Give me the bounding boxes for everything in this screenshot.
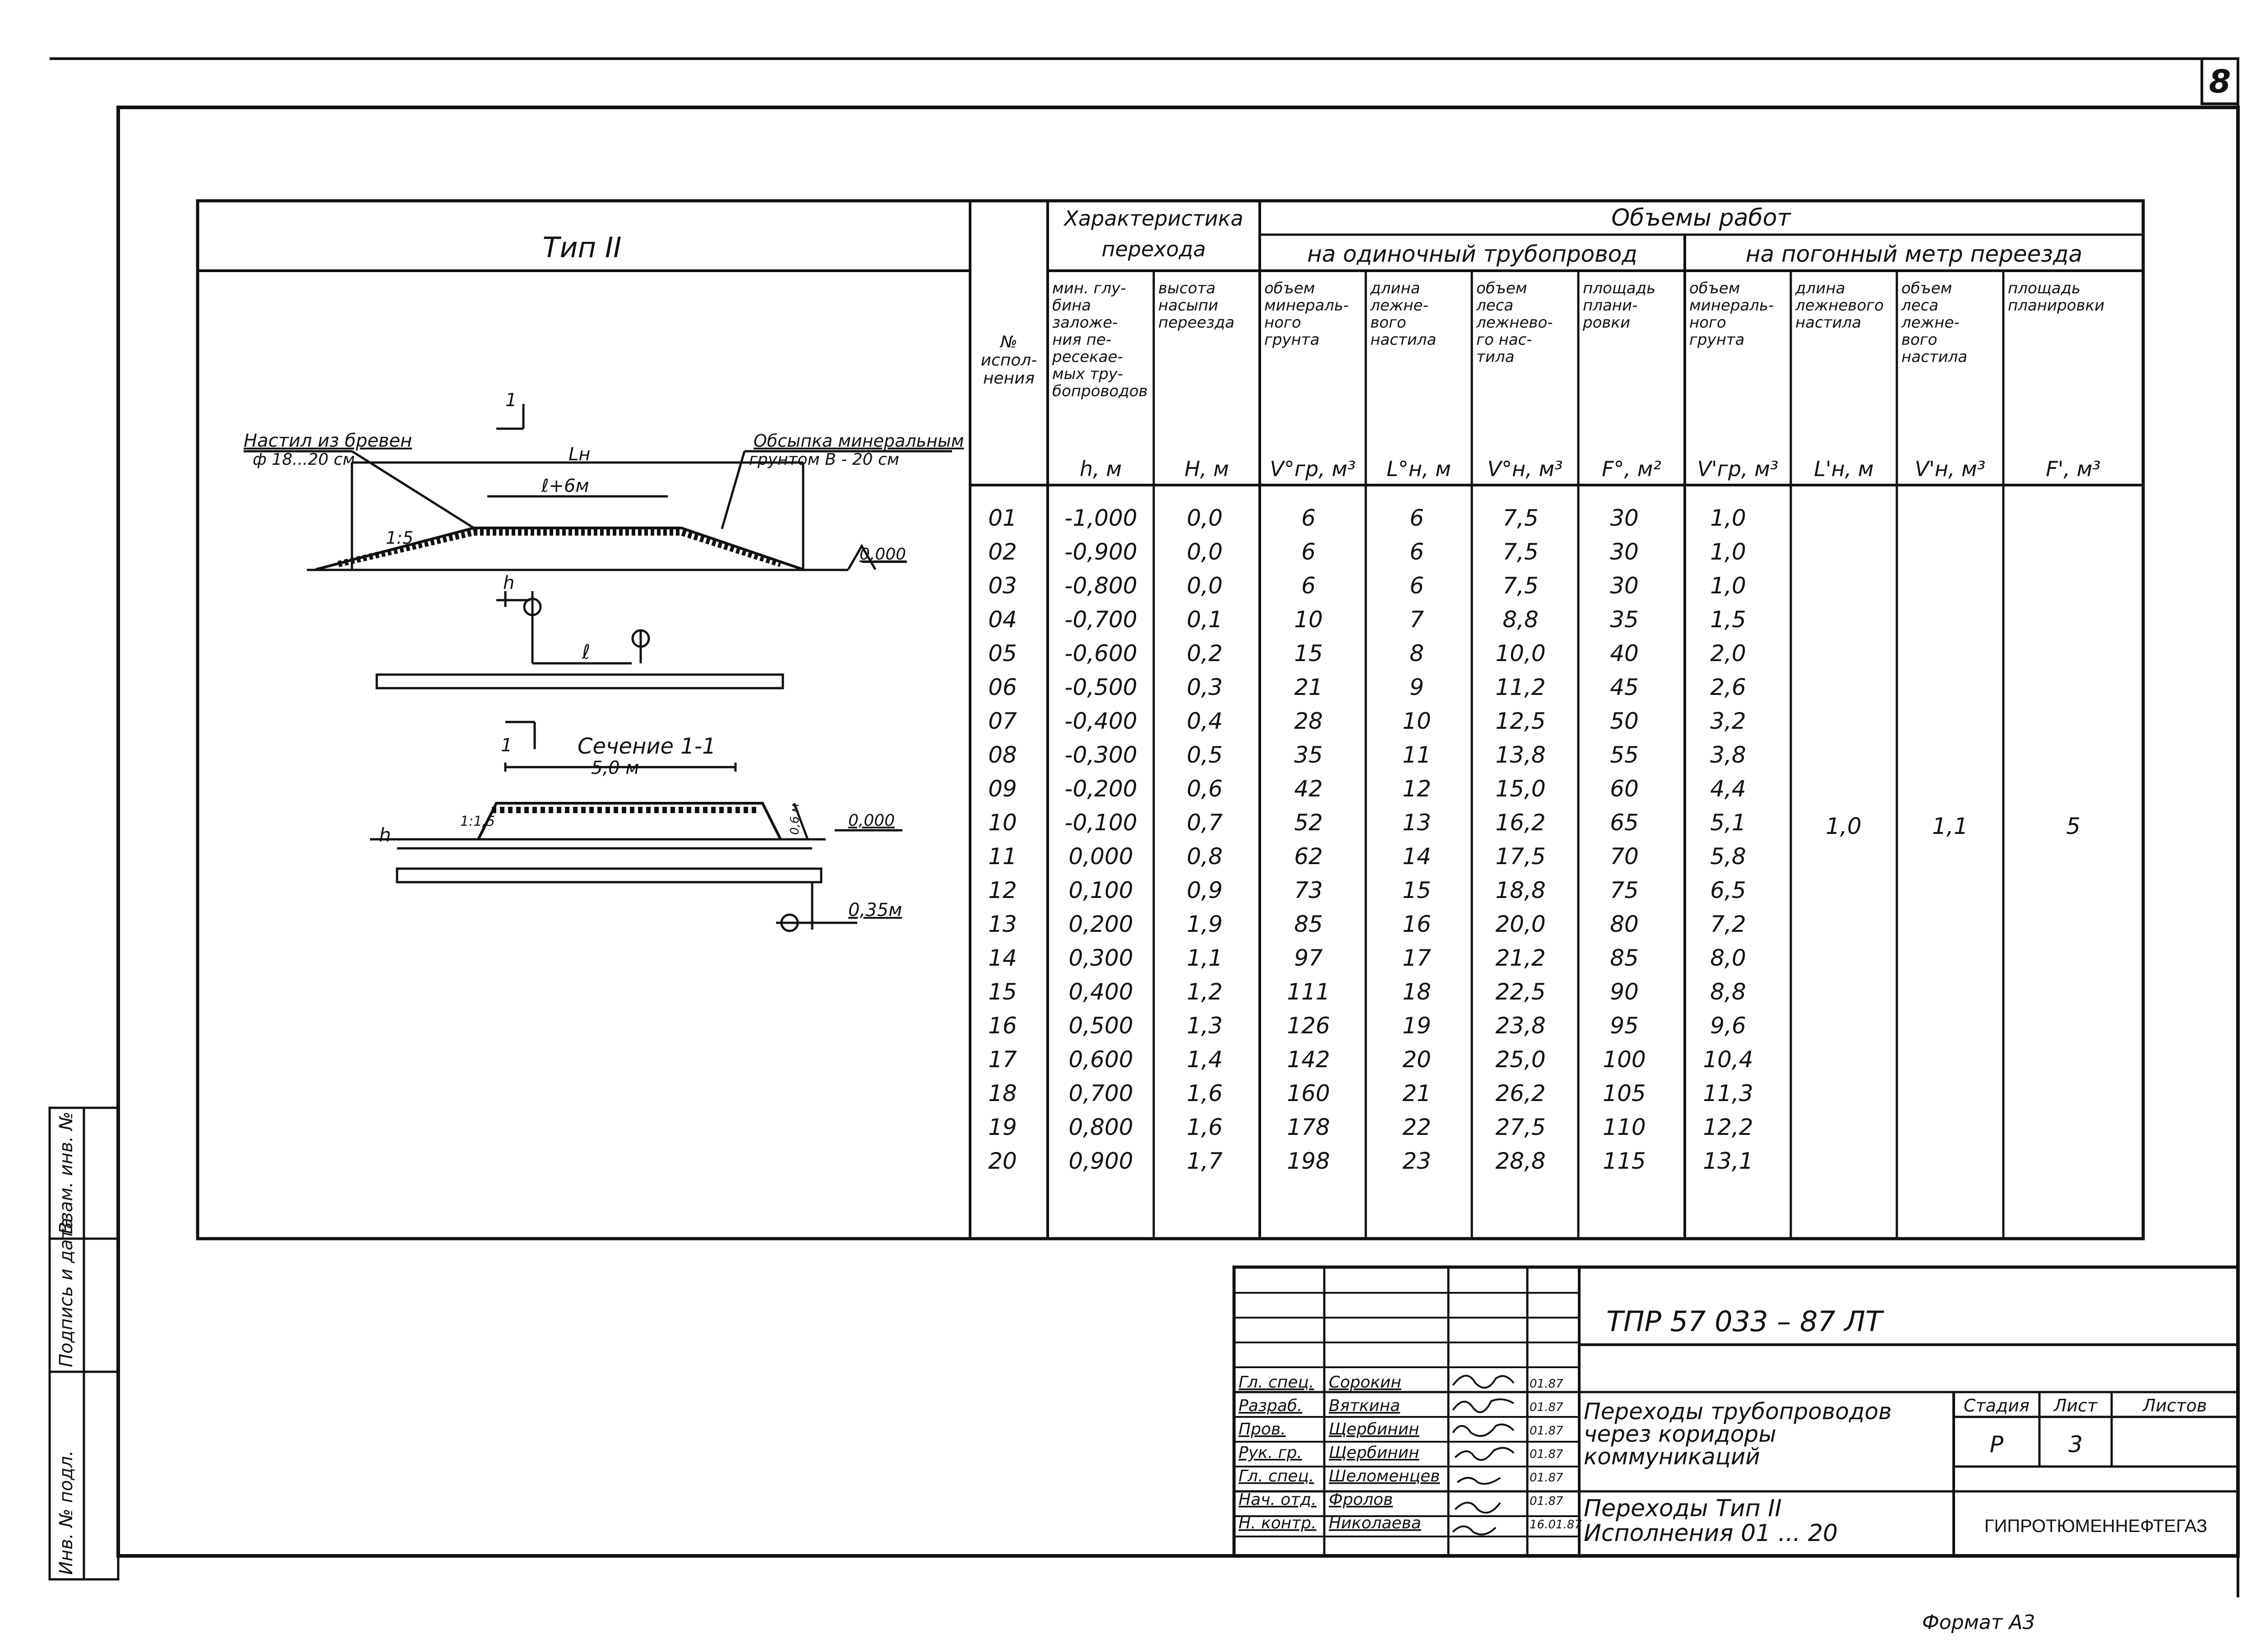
table-cell: 13,8 xyxy=(1495,742,1546,768)
column-unit: V'гр, м³ xyxy=(1697,457,1779,481)
table-cell: 0,6 xyxy=(1187,776,1223,802)
table-cell: 13 xyxy=(1402,810,1431,836)
table-cell: 16,2 xyxy=(1495,810,1546,836)
column-header-line: настила xyxy=(1901,348,1968,366)
table-cell: 19 xyxy=(1402,1013,1431,1039)
table-cell: 20,0 xyxy=(1495,911,1546,937)
table-cell: 0,1 xyxy=(1187,606,1223,633)
person-date: 01.87 xyxy=(1530,1448,1563,1461)
table-cell: -0,400 xyxy=(1064,708,1137,734)
person-name: Сорокин xyxy=(1329,1373,1401,1392)
table-cell: 11,2 xyxy=(1495,674,1546,700)
table-cell: 7,5 xyxy=(1502,539,1539,565)
table-cell: 0,2 xyxy=(1187,640,1223,666)
table-cell: 115 xyxy=(1603,1148,1646,1174)
row-number: 02 xyxy=(988,539,1017,565)
table-cell: 50 xyxy=(1610,708,1639,734)
table-cell: 198 xyxy=(1287,1148,1330,1174)
section-title: Сечение 1-1 xyxy=(578,734,716,759)
table-cell: 6 xyxy=(1410,505,1424,531)
table-cell: 0,600 xyxy=(1068,1046,1133,1073)
section-height: 0,6 м xyxy=(788,803,802,835)
table-cell: -0,200 xyxy=(1064,776,1137,802)
table-cell: 35 xyxy=(1610,606,1639,633)
sheet-title xyxy=(1584,1495,1838,1547)
slope-label: 1:5 xyxy=(386,528,414,548)
table-cell: 75 xyxy=(1610,877,1639,903)
column-header-line: переезда xyxy=(1158,314,1234,332)
table-cell: 2,0 xyxy=(1710,640,1746,666)
table-cell: 2,6 xyxy=(1710,674,1746,700)
row-number: 17 xyxy=(988,1046,1017,1073)
column-unit: L°н, м xyxy=(1387,457,1451,481)
column-header-line: испол- xyxy=(980,351,1037,370)
column-unit: V°гр, м³ xyxy=(1270,457,1356,481)
section-level: 0,000 xyxy=(848,811,895,830)
table-cell: 0,0 xyxy=(1187,573,1223,599)
table-grid xyxy=(198,201,2143,1239)
person-date: 01.87 xyxy=(1530,1424,1563,1438)
column-headers xyxy=(981,279,2105,400)
common-v-per-meter: 1,1 xyxy=(1932,813,1968,839)
common-f-per-meter: 5 xyxy=(2066,813,2080,839)
column-header-line: мин. глу- xyxy=(1052,279,1126,297)
person-role: Рук. гр. xyxy=(1239,1444,1302,1462)
row-number: 12 xyxy=(988,877,1017,903)
table-cell: 8,8 xyxy=(1502,606,1539,633)
table-cell: 7,2 xyxy=(1710,911,1746,937)
table-cell: 45 xyxy=(1610,674,1639,700)
column-header-line: ния пе- xyxy=(1052,331,1112,349)
section-mark-top: 1 xyxy=(505,390,517,411)
table-cell: -0,300 xyxy=(1064,742,1137,768)
table-cell: 35 xyxy=(1294,742,1323,768)
table-cell: 80 xyxy=(1610,911,1639,937)
table-cell: 1,3 xyxy=(1187,1013,1223,1039)
table-cell: 10 xyxy=(1402,708,1431,734)
table-cell: 1,7 xyxy=(1187,1148,1223,1174)
table-cell: 95 xyxy=(1610,1013,1639,1039)
table-cell: 5,8 xyxy=(1710,843,1746,870)
column-unit: h, м xyxy=(1079,457,1122,481)
section-width: 5,0 м xyxy=(591,758,639,778)
level-label: 0,000 xyxy=(860,545,906,564)
row-number: 10 xyxy=(988,810,1017,836)
side-stamp-replace: Взам. инв. № xyxy=(56,1111,77,1234)
table-cell: 12,2 xyxy=(1703,1114,1753,1140)
table-cell: 21,2 xyxy=(1495,945,1546,971)
table-cell: 18,8 xyxy=(1495,877,1546,903)
table-cell: 160 xyxy=(1287,1080,1330,1106)
table-cell: 30 xyxy=(1610,573,1639,599)
column-header-line: объем xyxy=(1264,279,1315,297)
table-cell: 100 xyxy=(1603,1046,1646,1073)
table-cell: 6 xyxy=(1301,539,1316,565)
column-header-line: настила xyxy=(1370,331,1437,349)
section-mark: 1 xyxy=(501,735,513,756)
person-name: Шеломенцев xyxy=(1329,1467,1440,1485)
column-header-line: площадь xyxy=(2008,279,2081,297)
sheet-label: Лист xyxy=(2053,1396,2098,1416)
table-cell: -0,700 xyxy=(1064,606,1137,633)
table-cell: 7,5 xyxy=(1502,505,1539,531)
column-header-line: вого xyxy=(1901,331,1937,349)
person-date: 01.87 xyxy=(1530,1377,1563,1391)
column-header-line: ресекае- xyxy=(1052,348,1123,366)
table-cell: 28 xyxy=(1294,708,1323,734)
column-header-line: минераль- xyxy=(1264,296,1349,315)
deck-dim: ф 18...20 см xyxy=(253,450,355,469)
table-cell: 12 xyxy=(1402,776,1431,802)
section-h-label: h xyxy=(379,824,391,846)
column-header-line: грунта xyxy=(1264,331,1320,349)
table-cell: 70 xyxy=(1610,843,1639,870)
table-cell: 15 xyxy=(1402,877,1431,903)
table-cell: 16 xyxy=(1402,911,1431,937)
table-cell: 8 xyxy=(1410,640,1424,666)
table-cell: -0,600 xyxy=(1064,640,1137,666)
table-cell: 1,6 xyxy=(1187,1114,1223,1140)
table-cell: 7 xyxy=(1410,606,1424,633)
table-cell: 10,4 xyxy=(1703,1046,1753,1073)
person-name: Фролов xyxy=(1329,1490,1393,1509)
l-label: ℓ xyxy=(582,641,591,664)
column-header-line: тила xyxy=(1476,348,1515,366)
format-label: Формат А3 xyxy=(1922,1611,2035,1634)
table-cell: 142 xyxy=(1287,1046,1330,1073)
table-cell: 3,8 xyxy=(1710,742,1746,768)
table-cell: 22 xyxy=(1402,1114,1431,1140)
table-cell: 4,4 xyxy=(1710,776,1746,802)
table-cell: 1,6 xyxy=(1187,1080,1223,1106)
row-number: 08 xyxy=(988,742,1017,768)
table-cell: 40 xyxy=(1610,640,1639,666)
project-title-line: через коридоры xyxy=(1584,1421,1776,1447)
column-header-line: лежневого xyxy=(1795,296,1884,315)
table-body xyxy=(988,505,1753,1174)
table-cell: 1,0 xyxy=(1710,573,1746,599)
person-role: Разраб. xyxy=(1239,1397,1303,1415)
table-cell: 52 xyxy=(1294,810,1323,836)
column-header-line: минераль- xyxy=(1689,296,1774,315)
column-header-line: планировки xyxy=(2008,296,2105,315)
side-stamp-sign: Подпись и дата xyxy=(56,1217,77,1367)
column-header-line: нения xyxy=(983,369,1035,388)
table-cell: 73 xyxy=(1294,877,1323,903)
table-cell: 10,0 xyxy=(1495,640,1546,666)
table-cell: 85 xyxy=(1294,911,1323,937)
common-l-per-meter: 1,0 xyxy=(1826,813,1862,839)
table-cell: 27,5 xyxy=(1495,1114,1546,1140)
project-title-line: коммуникаций xyxy=(1584,1444,1760,1470)
table-cell: 8,8 xyxy=(1710,979,1746,1005)
type-title: Тип II xyxy=(542,231,622,264)
row-number: 14 xyxy=(988,945,1017,971)
table-cell: 0,7 xyxy=(1187,810,1223,836)
table-cell: 6 xyxy=(1301,505,1316,531)
table-cell: 0,200 xyxy=(1068,911,1133,937)
column-header-line: го нас- xyxy=(1476,331,1532,349)
table-cell: 0,000 xyxy=(1068,843,1133,870)
person-date: 01.87 xyxy=(1530,1401,1563,1414)
table-cell: 1,0 xyxy=(1710,539,1746,565)
person-date: 16.01.87 xyxy=(1530,1518,1582,1532)
person-name: Щербинин xyxy=(1329,1420,1419,1439)
column-header-line: № xyxy=(1000,333,1017,352)
table-cell: 6 xyxy=(1410,573,1424,599)
table-cell: 0,0 xyxy=(1187,505,1223,531)
row-number: 04 xyxy=(988,606,1017,633)
table-cell: 21 xyxy=(1294,674,1323,700)
person-role: Нач. отд. xyxy=(1239,1490,1317,1509)
table-cell: 0,500 xyxy=(1068,1013,1133,1039)
column-header-line: заложе- xyxy=(1052,314,1118,332)
column-header-line: лежнево- xyxy=(1476,314,1553,332)
column-header-line: насыпи xyxy=(1158,296,1218,315)
table-cell: 0,0 xyxy=(1187,539,1223,565)
table-cell: 0,100 xyxy=(1068,877,1133,903)
person-name: Щербинин xyxy=(1329,1444,1419,1462)
sheets-label: Листов xyxy=(2143,1396,2207,1416)
table-cell: 17 xyxy=(1402,945,1431,971)
table-cell: 26,2 xyxy=(1495,1080,1546,1106)
table-cell: 0,3 xyxy=(1187,674,1223,700)
sheet-title-line: Исполнения 01 ... 20 xyxy=(1584,1520,1838,1547)
column-header-line: бопроводов xyxy=(1052,382,1148,400)
table-cell: 90 xyxy=(1610,979,1639,1005)
table-cell: 62 xyxy=(1294,843,1323,870)
volumes-header: Объемы работ xyxy=(1611,204,1791,231)
title-block-persons xyxy=(1239,1373,1582,1532)
column-header-line: настила xyxy=(1795,314,1862,332)
table-cell: 0,400 xyxy=(1068,979,1133,1005)
person-role: Гл. спец. xyxy=(1239,1467,1314,1485)
column-header-line: мых тру- xyxy=(1052,365,1123,383)
person-role: Н. контр. xyxy=(1239,1514,1317,1532)
table-cell: 85 xyxy=(1610,945,1639,971)
table-cell: 15 xyxy=(1294,640,1323,666)
table-cell: -1,000 xyxy=(1064,505,1137,531)
characteristic-header-2: перехода xyxy=(1101,237,1206,261)
column-unit: H, м xyxy=(1184,457,1229,481)
table-cell: 23 xyxy=(1402,1148,1431,1174)
table-cell: 0,4 xyxy=(1187,708,1223,734)
project-title xyxy=(1584,1398,1892,1470)
column-unit: F', м³ xyxy=(2046,457,2101,481)
column-header-line: объем xyxy=(1901,279,1952,297)
signatures xyxy=(1453,1376,1514,1535)
column-header-line: леса xyxy=(1901,296,1939,315)
table-cell: 6,5 xyxy=(1710,877,1746,903)
table-cell: 8,0 xyxy=(1710,945,1746,971)
stage-label: Стадия xyxy=(1964,1396,2029,1416)
single-pipeline-header: на одиночный трубопровод xyxy=(1307,241,1637,267)
column-header-line: грунта xyxy=(1689,331,1745,349)
table-cell: 6 xyxy=(1410,539,1424,565)
table-cell: 28,8 xyxy=(1495,1148,1546,1174)
table-cell: 9,6 xyxy=(1710,1013,1746,1039)
table-cell: 55 xyxy=(1610,742,1639,768)
table-cell: -0,500 xyxy=(1064,674,1137,700)
row-number: 09 xyxy=(988,776,1017,802)
person-date: 01.87 xyxy=(1530,1471,1563,1485)
column-unit: V°н, м³ xyxy=(1487,457,1563,481)
column-header-line: длина xyxy=(1795,279,1845,297)
table-cell: 97 xyxy=(1294,945,1323,971)
table-cell: 42 xyxy=(1294,776,1323,802)
column-header-line: вого xyxy=(1370,314,1406,332)
project-title-line: Переходы трубопроводов xyxy=(1584,1398,1892,1425)
table-cell: 1,5 xyxy=(1710,606,1746,633)
fill-label-2: грунтом В - 20 см xyxy=(749,450,899,469)
table-cell: 10 xyxy=(1294,606,1323,633)
person-name: Николаева xyxy=(1329,1514,1421,1532)
column-header-line: бина xyxy=(1052,296,1091,315)
column-unit: L'н, м xyxy=(1814,457,1874,481)
table-cell: 21 xyxy=(1402,1080,1431,1106)
table-cell: 1,9 xyxy=(1187,911,1223,937)
table-cell: 60 xyxy=(1610,776,1639,802)
column-header-line: леса xyxy=(1476,296,1514,315)
section-slope: 1:1,5 xyxy=(460,814,495,829)
table-cell: 0,8 xyxy=(1187,843,1223,870)
column-header-line: плани- xyxy=(1583,296,1638,315)
deck-label: Настил из бревен xyxy=(244,430,412,451)
table-cell: 9 xyxy=(1410,674,1424,700)
table-cell: -0,900 xyxy=(1064,539,1137,565)
table-cell: 1,4 xyxy=(1187,1046,1223,1073)
length-label: Lн xyxy=(569,444,591,465)
table-cell: 5,1 xyxy=(1710,810,1746,836)
row-number: 07 xyxy=(988,708,1017,734)
table-cell: 0,800 xyxy=(1068,1114,1133,1140)
column-header-line: объем xyxy=(1476,279,1527,297)
column-header-line: объем xyxy=(1689,279,1740,297)
table-cell: 105 xyxy=(1603,1080,1646,1106)
table-cell: 0,700 xyxy=(1068,1080,1133,1106)
sheet-title-line: Переходы Тип II xyxy=(1584,1495,1782,1522)
table-cell: 1,0 xyxy=(1710,505,1746,531)
table-cell: 110 xyxy=(1603,1114,1646,1140)
table-cell: 22,5 xyxy=(1495,979,1546,1005)
table-cell: 65 xyxy=(1610,810,1639,836)
table-cell: 126 xyxy=(1287,1013,1330,1039)
table-cell: 30 xyxy=(1610,505,1639,531)
document-code: ТПР 57 033 – 87 ЛТ xyxy=(1606,1305,1883,1338)
table-cell: 7,5 xyxy=(1502,573,1539,599)
column-header-line: длина xyxy=(1370,279,1420,297)
row-number: 05 xyxy=(988,640,1017,666)
row-number: 20 xyxy=(988,1148,1017,1174)
table-cell: 1,1 xyxy=(1187,945,1223,971)
row-number: 01 xyxy=(988,505,1017,531)
column-header-line: ного xyxy=(1689,314,1726,332)
row-number: 18 xyxy=(988,1080,1017,1106)
column-header-line: ного xyxy=(1264,314,1301,332)
sheet-value: 3 xyxy=(2068,1431,2083,1458)
row-number: 11 xyxy=(988,843,1017,870)
side-stamp-inv: Инв. № подл. xyxy=(56,1450,77,1575)
characteristic-header: Характеристика xyxy=(1064,206,1244,231)
table-cell: 15,0 xyxy=(1495,776,1546,802)
row-number: 15 xyxy=(988,979,1017,1005)
h-label: h xyxy=(503,573,515,593)
depth-label: 0,35м xyxy=(848,900,902,921)
table-cell: 0,300 xyxy=(1068,945,1133,971)
table-cell: 3,2 xyxy=(1710,708,1746,734)
table-cell: 30 xyxy=(1610,539,1639,565)
table-cell: 13,1 xyxy=(1703,1148,1753,1174)
table-cell: 0,5 xyxy=(1187,742,1223,768)
table-cell: 17,5 xyxy=(1495,843,1546,870)
organization: ГИПРОТЮМЕННЕФТЕГАЗ xyxy=(1984,1516,2208,1536)
per-meter-header: на погонный метр переезда xyxy=(1745,241,2083,267)
row-number: 19 xyxy=(988,1114,1017,1140)
column-header-line: площадь xyxy=(1583,279,1656,297)
column-unit: V'н, м³ xyxy=(1914,457,1986,481)
table-cell: 0,900 xyxy=(1068,1148,1133,1174)
column-header-line: ровки xyxy=(1583,314,1631,332)
table-cell: 0,9 xyxy=(1187,877,1223,903)
table-cell: 25,0 xyxy=(1495,1046,1546,1073)
row-number: 06 xyxy=(988,674,1017,700)
table-cell: -0,800 xyxy=(1064,573,1137,599)
table-cell: 20 xyxy=(1402,1046,1431,1073)
stage-value: Р xyxy=(1989,1431,2004,1458)
column-header-line: высота xyxy=(1158,279,1216,297)
table-cell: 6 xyxy=(1301,573,1316,599)
person-role: Пров. xyxy=(1239,1420,1286,1439)
sheet-number: 8 xyxy=(2209,63,2231,100)
person-role: Гл. спец. xyxy=(1239,1373,1314,1392)
column-units xyxy=(1080,457,2101,481)
table-cell: 178 xyxy=(1287,1114,1330,1140)
row-number: 03 xyxy=(988,573,1017,599)
table-cell: 11 xyxy=(1402,742,1431,768)
table-cell: 1,2 xyxy=(1187,979,1223,1005)
person-name: Вяткина xyxy=(1329,1397,1401,1415)
person-date: 01.87 xyxy=(1530,1495,1563,1508)
column-header-line: лежне- xyxy=(1901,314,1960,332)
row-number: 16 xyxy=(988,1013,1017,1039)
row-number: 13 xyxy=(988,911,1017,937)
column-unit: F°, м² xyxy=(1602,457,1661,481)
top-width-label: ℓ+6м xyxy=(541,476,589,496)
table-cell: -0,100 xyxy=(1064,810,1137,836)
table-cell: 18 xyxy=(1402,979,1431,1005)
table-cell: 14 xyxy=(1402,843,1431,870)
table-cell: 111 xyxy=(1287,979,1330,1005)
column-header-line: лежне- xyxy=(1370,296,1428,315)
fill-label: Обсыпка минеральным xyxy=(754,431,964,451)
table-cell: 23,8 xyxy=(1495,1013,1546,1039)
table-cell: 12,5 xyxy=(1495,708,1546,734)
table-cell: 11,3 xyxy=(1703,1080,1753,1106)
